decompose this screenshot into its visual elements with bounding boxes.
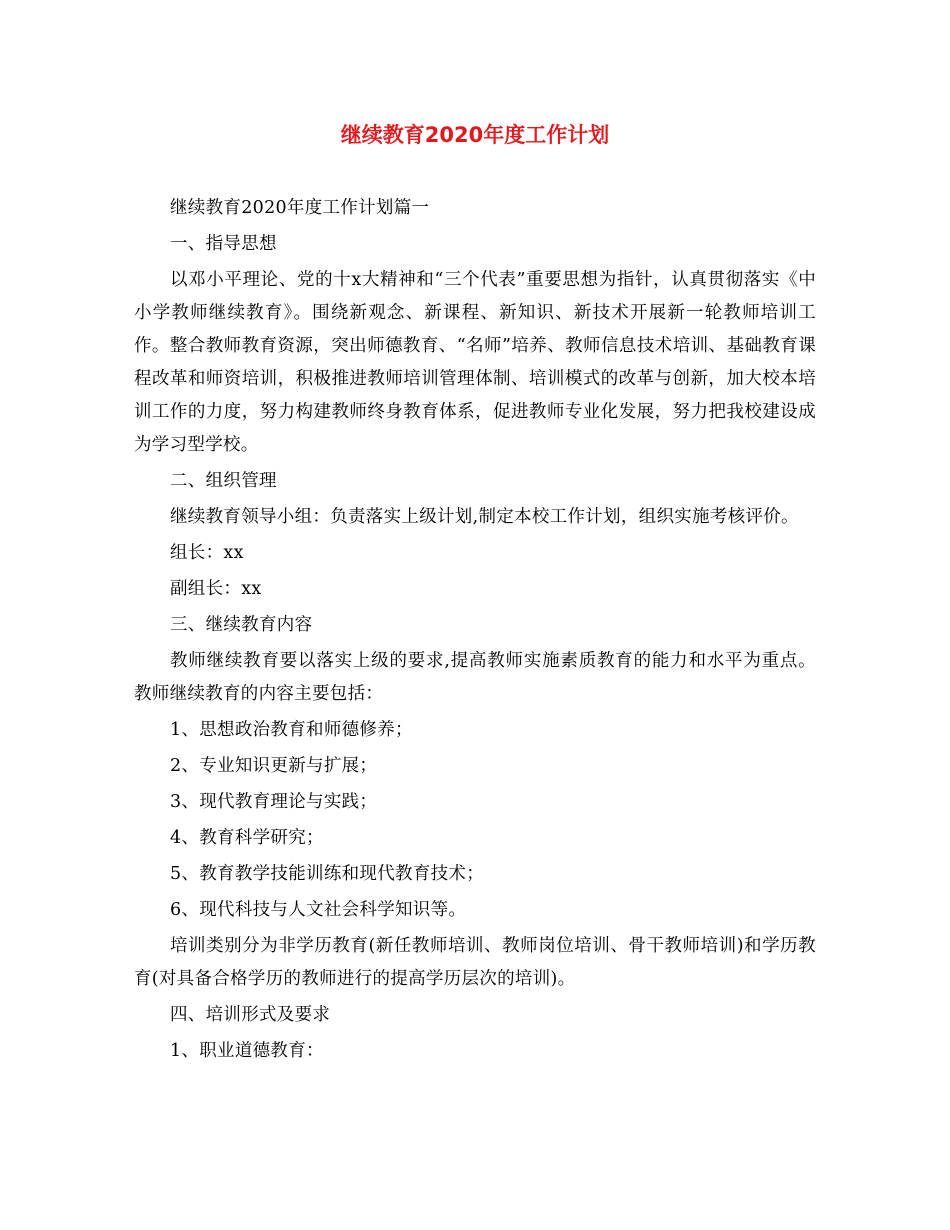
paragraph-subtitle: 继续教育2020年度工作计划篇一: [170, 198, 430, 218]
paragraph-training-categories: 培训类别分为非学历教育(新任教师培训、教师岗位培训、骨干教师培训)和学历教育(对具备合格学历的教师进行的提高学历层次的培训)。: [134, 936, 816, 989]
list-item-6: 6、现代科技与人文社会科学知识等。: [170, 900, 467, 920]
paragraph-guiding-ideology: 以邓小平理论、党的十x大精神和“三个代表”重要思想为指针，认真贯彻落实《中小学教师继续教育》。围绕新观念、新课程、新知识、新技术开展新一轮教师培训工作。整合教师教育资源，突出师德教育、“名师”培养、教师信息技术培训、基础教育课程改革和师资培训，积极推进教师培训管理体制、培训模式的改革与创新，加大校本培训工作的力度，努力构建教师终身教育体系，促进教师专业化发展，努力把我校建设成为学习型学校。: [134, 270, 816, 455]
paragraph-group-leader: 组长：xx: [170, 543, 244, 563]
section-heading-guiding-ideology: 一、指导思想: [170, 234, 277, 254]
paragraph-deputy-leader: 副组长：xx: [170, 579, 262, 599]
section-heading-organization: 二、组织管理: [170, 471, 277, 491]
list-item-2: 2、专业知识更新与扩展；: [170, 756, 378, 776]
list-item-5: 5、教育教学技能训练和现代教育技术；: [170, 864, 485, 884]
paragraph-leading-group: 继续教育领导小组：负责落实上级计划,制定本校工作计划，组织实施考核评价。: [170, 507, 799, 527]
document-body: [134, 192, 816, 1071]
list-item-3: 3、现代教育理论与实践；: [170, 792, 378, 812]
section-heading-training-forms: 四、培训形式及要求: [170, 1005, 331, 1025]
section-heading-content: 三、继续教育内容: [170, 615, 313, 635]
paragraph-content-intro: 教师继续教育要以落实上级的要求,提高教师实施素质教育的能力和水平为重点。教师继续教育的内容主要包括：: [134, 651, 816, 704]
list-item-4: 4、教育科学研究；: [170, 828, 324, 848]
list-item-1: 1、思想政治教育和师德修养；: [170, 720, 413, 740]
document-title: 继续教育2020年度工作计划: [340, 123, 610, 147]
list-item-professional-ethics: 1、职业道德教育：: [170, 1041, 324, 1061]
